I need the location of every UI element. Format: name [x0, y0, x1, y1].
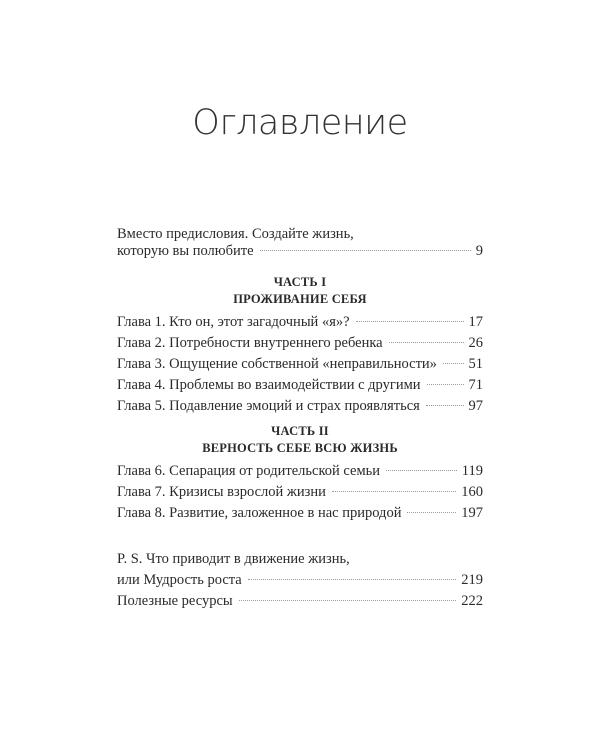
toc-page-number: 71: [468, 377, 483, 393]
toc-entry-chapter-2[interactable]: [117, 333, 483, 354]
dot-leader: [386, 470, 457, 471]
toc-page-number: 160: [461, 484, 483, 500]
part-label: ЧАСТЬ I: [273, 275, 327, 289]
toc-entry-chapter-3[interactable]: [117, 354, 483, 375]
dot-leader: [426, 405, 464, 406]
dot-leader: [407, 512, 456, 513]
toc-page-number: 222: [461, 593, 483, 609]
dot-leader: [332, 491, 456, 492]
toc-entry-title-line1: P. S. Что приводит в движение жизнь,: [117, 551, 350, 567]
dot-leader: [443, 363, 464, 364]
toc-entry-title-line2: или Мудрость роста: [117, 572, 242, 588]
dot-leader: [356, 321, 464, 322]
toc-page-number: 51: [468, 356, 483, 372]
toc-entry-title: Глава 7. Кризисы взрослой жизни: [117, 484, 326, 500]
toc-entry-chapter-7[interactable]: [117, 482, 483, 503]
part-label: ЧАСТЬ II: [271, 424, 329, 438]
toc-entry-chapter-8[interactable]: [117, 503, 483, 524]
dot-leader: [248, 579, 457, 580]
toc-entry-chapter-5[interactable]: [117, 396, 483, 417]
table-of-contents: [117, 226, 483, 612]
dot-leader: [260, 250, 471, 251]
toc-page-number: 197: [461, 505, 483, 521]
toc-entry-chapter-4[interactable]: [117, 375, 483, 396]
toc-entry-title: Глава 6. Сепарация от родительской семьи: [117, 463, 380, 479]
toc-entry-title: Глава 5. Подавление эмоций и страх проявляться: [117, 398, 420, 414]
toc-entry-title: Глава 4. Проблемы во взаимодействии с другими: [117, 377, 421, 393]
toc-entry-chapter-6[interactable]: [117, 461, 483, 482]
part-heading-2: [117, 423, 483, 457]
toc-entry-chapter-1[interactable]: [117, 312, 483, 333]
toc-entry-postscript[interactable]: [117, 549, 483, 591]
part-title: ВЕРНОСТЬ СЕБЕ ВСЮ ЖИЗНЬ: [202, 441, 398, 455]
toc-page-number: 219: [461, 572, 483, 588]
part-heading-1: [117, 274, 483, 308]
dot-leader: [427, 384, 464, 385]
toc-entry-title: Глава 8. Развитие, заложенное в нас природой: [117, 505, 402, 521]
toc-entry-intro[interactable]: [117, 226, 483, 260]
toc-entry-title: Глава 1. Кто он, этот загадочный «я»?: [117, 314, 350, 330]
toc-page-number: 26: [468, 335, 483, 351]
page-title: Оглавление: [192, 103, 408, 143]
toc-entry-title: Полезные ресурсы: [117, 593, 233, 609]
toc-page-number: 97: [468, 398, 483, 414]
part-title: ПРОЖИВАНИЕ СЕБЯ: [233, 292, 367, 306]
toc-page-number: 119: [461, 463, 483, 479]
toc-entry-title: Глава 2. Потребности внутреннего ребенка: [117, 335, 383, 351]
toc-entry-title-line2: которую вы полюбите: [117, 243, 254, 259]
toc-page-number: 17: [468, 314, 483, 330]
toc-entry-title: Глава 3. Ощущение собственной «неправильности»: [117, 356, 437, 372]
toc-entry-resources[interactable]: [117, 591, 483, 612]
dot-leader: [239, 600, 457, 601]
toc-entry-title-line1: Вместо предисловия. Создайте жизнь,: [117, 226, 354, 242]
toc-page-number: 9: [475, 243, 483, 259]
dot-leader: [389, 342, 464, 343]
